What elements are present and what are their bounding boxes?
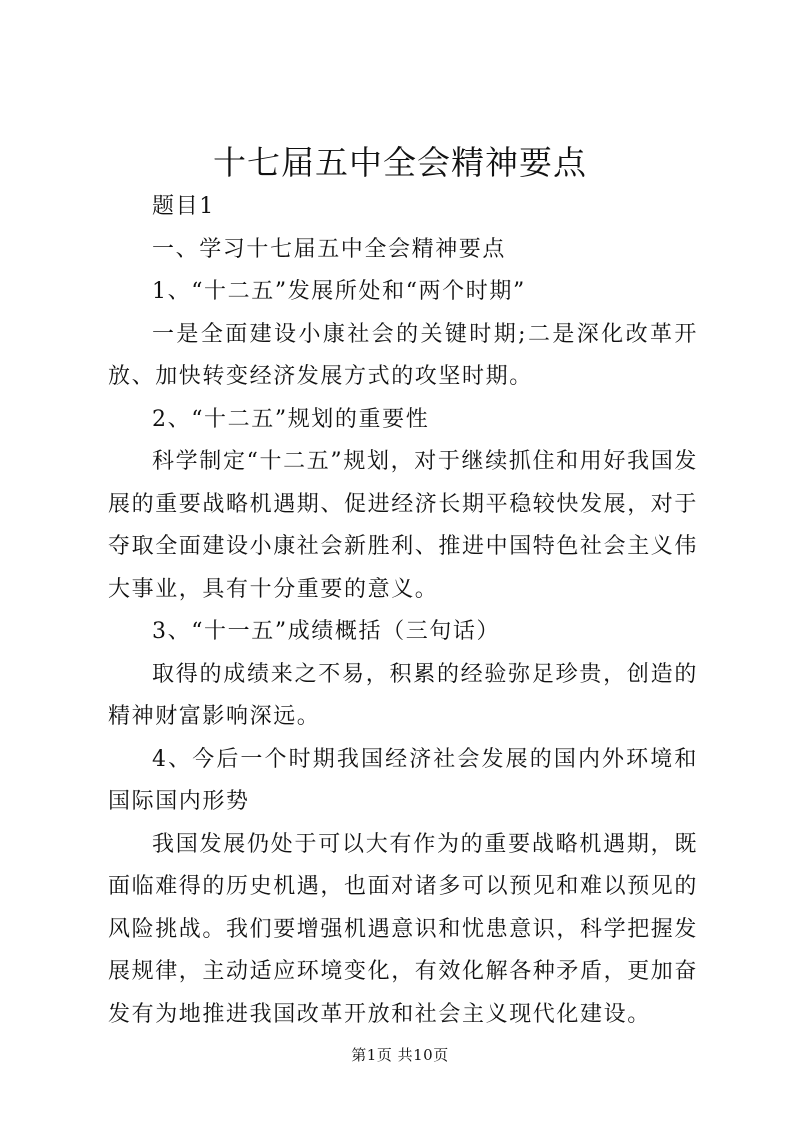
paragraph-2: 科学制定“十二五”规划，对于继续抓住和用好我国发展的重要战略机遇期、促进经济长期平稳较快发展，对于夺取全面建设小康社会新胜利、推进中国特色社会主义伟大事业，具有十分重要的意义。 [108,449,699,602]
paragraph-3: 取得的成绩来之不易，积累的经验弥足珍贵，创造的精神财富影响深远。 [108,661,698,729]
document-body [108,186,698,1036]
item-heading-3: 3、“十一五”成绩概括（三句话） [152,619,501,644]
page-footer: 第1页 共10页 [351,1046,449,1064]
document-title: 十七届五中全会精神要点 [213,143,587,182]
paragraph-topic: 题目1 [152,194,215,219]
paragraph-1: 一是全面建设小康社会的关键时期;二是深化改革开放、加快转变经济发展方式的攻坚时期。 [108,321,698,389]
item-heading-2: 2、“十二五”规划的重要性 [152,406,430,432]
item-heading-4: 4、今后一个时期我国经济社会发展的国内外环境和国际国内形势 [108,746,698,814]
section-heading: 一、学习十七届五中全会精神要点 [152,236,507,262]
item-heading-1: 1、“十二五”发展所处和“两个时期” [152,279,526,304]
paragraph-4: 我国发展仍处于可以大有作为的重要战略机遇期，既面临难得的历史机遇，也面对诸多可以预见和难以预见的风险挑战。我们要增强机遇意识和忧患意识，科学把握发展规律，主动适应环境变化，有效化解各种矛盾，更加奋发有为地推进我国改革开放和社会主义现代化建设。 [108,831,699,1027]
